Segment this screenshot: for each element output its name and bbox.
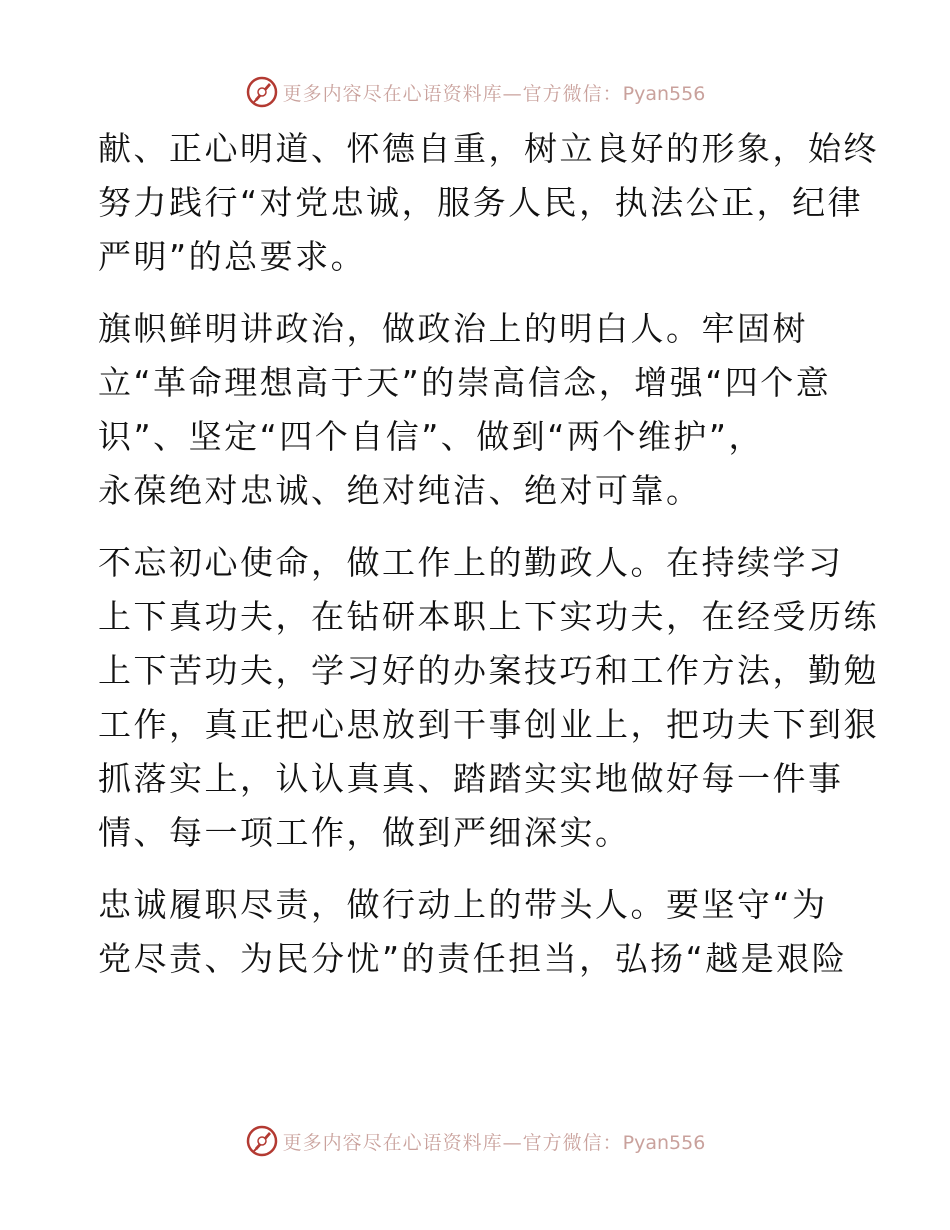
footer-banner xyxy=(0,1121,950,1161)
footer-banner-label: 更多内容尽在心语资料库—官方微信： xyxy=(282,1131,623,1154)
text-line: 永葆绝对忠诚、绝对纯洁、绝对可靠。 xyxy=(98,471,702,510)
text-line: 党尽责、为民分忧”的责任担当，弘扬“越是艰险 xyxy=(98,939,848,978)
text-line: 旗帜鲜明讲政治，做政治上的明白人。牢固树 xyxy=(98,309,808,348)
text-line: 工作，真正把心思放到干事创业上，把功夫下到狠 xyxy=(98,705,879,744)
text-line: 识”、坚定“四个自信”、做到“两个维护”， xyxy=(98,417,764,456)
footer-banner-text xyxy=(283,1128,706,1155)
text-line: 献、正心明道、怀德自重，树立良好的形象，始终 xyxy=(98,129,879,168)
text-line: 情、每一项工作，做到严细深实。 xyxy=(98,813,631,852)
paragraph-1 xyxy=(98,122,879,284)
text-line: 不忘初心使命，做工作上的勤政人。在持续学习 xyxy=(98,543,844,582)
text-line: 严明”的总要求。 xyxy=(98,237,367,276)
header-banner-label: 更多内容尽在心语资料库—官方微信： xyxy=(282,82,623,105)
footer-banner-id: Pyan556 xyxy=(622,1131,706,1154)
header-banner xyxy=(0,72,950,112)
paragraph-4 xyxy=(98,878,854,986)
paragraph-3 xyxy=(98,536,879,860)
text-line: 努力践行“对党忠诚，服务人民，执法公正，纪律 xyxy=(98,183,864,222)
header-banner-id: Pyan556 xyxy=(622,82,706,105)
text-line: 上下真功夫，在钻研本职上下实功夫，在经受历练 xyxy=(98,597,879,636)
paragraph-2 xyxy=(98,302,854,518)
quill-pen-logo-icon xyxy=(245,1124,279,1158)
text-line: 忠诚履职尽责，做行动上的带头人。要坚守“为 xyxy=(98,885,828,924)
text-line: 抓落实上，认认真真、踏踏实实地做好每一件事 xyxy=(98,759,844,798)
text-line: 立“革命理想高于天”的崇高信念，增强“四个意 xyxy=(98,363,832,402)
quill-pen-logo-icon xyxy=(245,75,279,109)
document-body xyxy=(98,122,879,986)
header-banner-text xyxy=(283,79,706,106)
text-line: 上下苦功夫，学习好的办案技巧和工作方法，勤勉 xyxy=(98,651,879,690)
